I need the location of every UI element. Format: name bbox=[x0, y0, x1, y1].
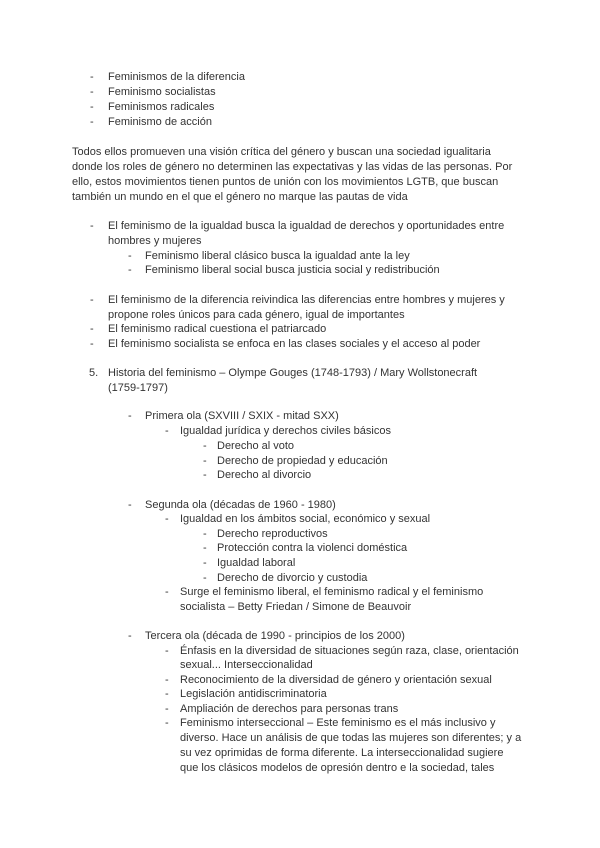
text-line: Segunda ola (décadas de 1960 - 1980) bbox=[145, 499, 336, 511]
text-line: (1759-1797) bbox=[108, 382, 168, 394]
text-line: Feminismos radicales bbox=[108, 101, 215, 113]
text-line: Todos ellos promueven una visión crítica del género y buscan una sociedad igualitaria bbox=[72, 146, 491, 158]
list-bullet: - bbox=[203, 440, 207, 452]
list-bullet: - bbox=[90, 101, 94, 113]
text-line: Derecho de propiedad y educación bbox=[217, 455, 388, 467]
text-line: que los clásicos modelos de opresión dentro e la sociedad, tales bbox=[180, 762, 495, 774]
list-bullet: - bbox=[165, 717, 169, 729]
list-bullet: - bbox=[128, 264, 132, 276]
text-line: Ampliación de derechos para personas trans bbox=[180, 703, 399, 715]
text-line: propone roles únicos para cada género, igual de importantes bbox=[108, 309, 405, 321]
list-bullet: - bbox=[90, 323, 94, 335]
list-bullet: - bbox=[90, 71, 94, 83]
list-bullet: - bbox=[165, 674, 169, 686]
text-line: Igualdad laboral bbox=[217, 557, 296, 569]
list-bullet: - bbox=[90, 86, 94, 98]
text-line: socialista – Betty Friedan / Simone de Beauvoir bbox=[180, 601, 412, 613]
list-bullet: - bbox=[203, 455, 207, 467]
list-bullet: - bbox=[90, 116, 94, 128]
text-line: Feminismo socialistas bbox=[108, 86, 216, 98]
list-bullet: - bbox=[165, 425, 169, 437]
text-line: Feminismo de acción bbox=[108, 116, 212, 128]
text-line: Derecho al voto bbox=[217, 440, 295, 452]
text-line: diverso. Hace un análisis de que todas las mujeres son diferentes; y a bbox=[180, 732, 522, 744]
list-bullet: - bbox=[165, 513, 169, 525]
list-bullet: - bbox=[128, 630, 132, 642]
text-line: hombres y mujeres bbox=[108, 235, 202, 247]
text-line: Igualdad jurídica y derechos civiles básicos bbox=[180, 425, 391, 437]
list-bullet: - bbox=[90, 338, 94, 350]
text-line: Énfasis en la diversidad de situaciones según raza, clase, orientación bbox=[180, 645, 519, 657]
text-line: El feminismo de la igualdad busca la igualdad de derechos y oportunidades entre bbox=[108, 220, 505, 232]
text-line: El feminismo radical cuestiona el patriarcado bbox=[108, 323, 327, 335]
list-bullet: - bbox=[165, 703, 169, 715]
list-bullet: - bbox=[203, 542, 207, 554]
text-line: Primera ola (SXVIII / SXIX - mitad SXX) bbox=[145, 410, 339, 422]
list-bullet: - bbox=[128, 250, 132, 262]
text-line: ello, estos movimientos tienen puntos de unión con los movimientos LGTB, que buscan bbox=[72, 176, 499, 188]
text-line: Feminismo liberal clásico busca la igualdad ante la ley bbox=[145, 250, 410, 262]
text-line: Derecho de divorcio y custodia bbox=[217, 572, 368, 584]
list-bullet: - bbox=[203, 528, 207, 540]
list-bullet: - bbox=[128, 410, 132, 422]
list-bullet: 5. bbox=[89, 367, 99, 379]
list-bullet: - bbox=[203, 557, 207, 569]
text-line: Derecho reproductivos bbox=[217, 528, 328, 540]
text-line: El feminismo de la diferencia reivindica las diferencias entre hombres y mujeres y bbox=[108, 294, 505, 306]
list-bullet: - bbox=[165, 645, 169, 657]
text-line: también un mundo en el que el género no marque las pautas de vida bbox=[72, 191, 408, 203]
list-bullet: - bbox=[90, 294, 94, 306]
list-bullet: - bbox=[165, 586, 169, 598]
list-bullet: - bbox=[128, 499, 132, 511]
list-bullet: - bbox=[203, 572, 207, 584]
list-bullet: - bbox=[165, 688, 169, 700]
text-line: donde los roles de género no determinen las expectativas y las vidas de las personas. Por bbox=[72, 161, 513, 173]
text-line: Feminismo interseccional – Este feminismo es el más inclusivo y bbox=[180, 717, 496, 729]
text-line: Tercera ola (década de 1990 - principios de los 2000) bbox=[145, 630, 405, 642]
list-bullet: - bbox=[203, 469, 207, 481]
list-bullet: - bbox=[90, 220, 94, 232]
text-line: su vez oprimidas de forma diferente. La interseccionalidad sugiere bbox=[180, 747, 504, 759]
text-line: Surge el feminismo liberal, el feminismo radical y el feminismo bbox=[180, 586, 484, 598]
text-line: Reconocimiento de la diversidad de género y orientación sexual bbox=[180, 674, 492, 686]
text-line: sexual... Interseccionalidad bbox=[180, 659, 313, 671]
text-line: Derecho al divorcio bbox=[217, 469, 312, 481]
text-line: Igualdad en los ámbitos social, económico y sexual bbox=[180, 513, 431, 525]
text-line: El feminismo socialista se enfoca en las clases sociales y el acceso al poder bbox=[108, 338, 481, 350]
text-line: Protección contra la violenci doméstica bbox=[217, 542, 408, 554]
text-line: Legislación antidiscriminatoria bbox=[180, 688, 327, 700]
text-line: Historia del feminismo – Olympe Gouges (1748-1793) / Mary Wollstonecraft bbox=[108, 367, 478, 379]
text-line: Feminismos de la diferencia bbox=[108, 71, 245, 83]
text-line: Feminismo liberal social busca justicia social y redistribución bbox=[145, 264, 440, 276]
